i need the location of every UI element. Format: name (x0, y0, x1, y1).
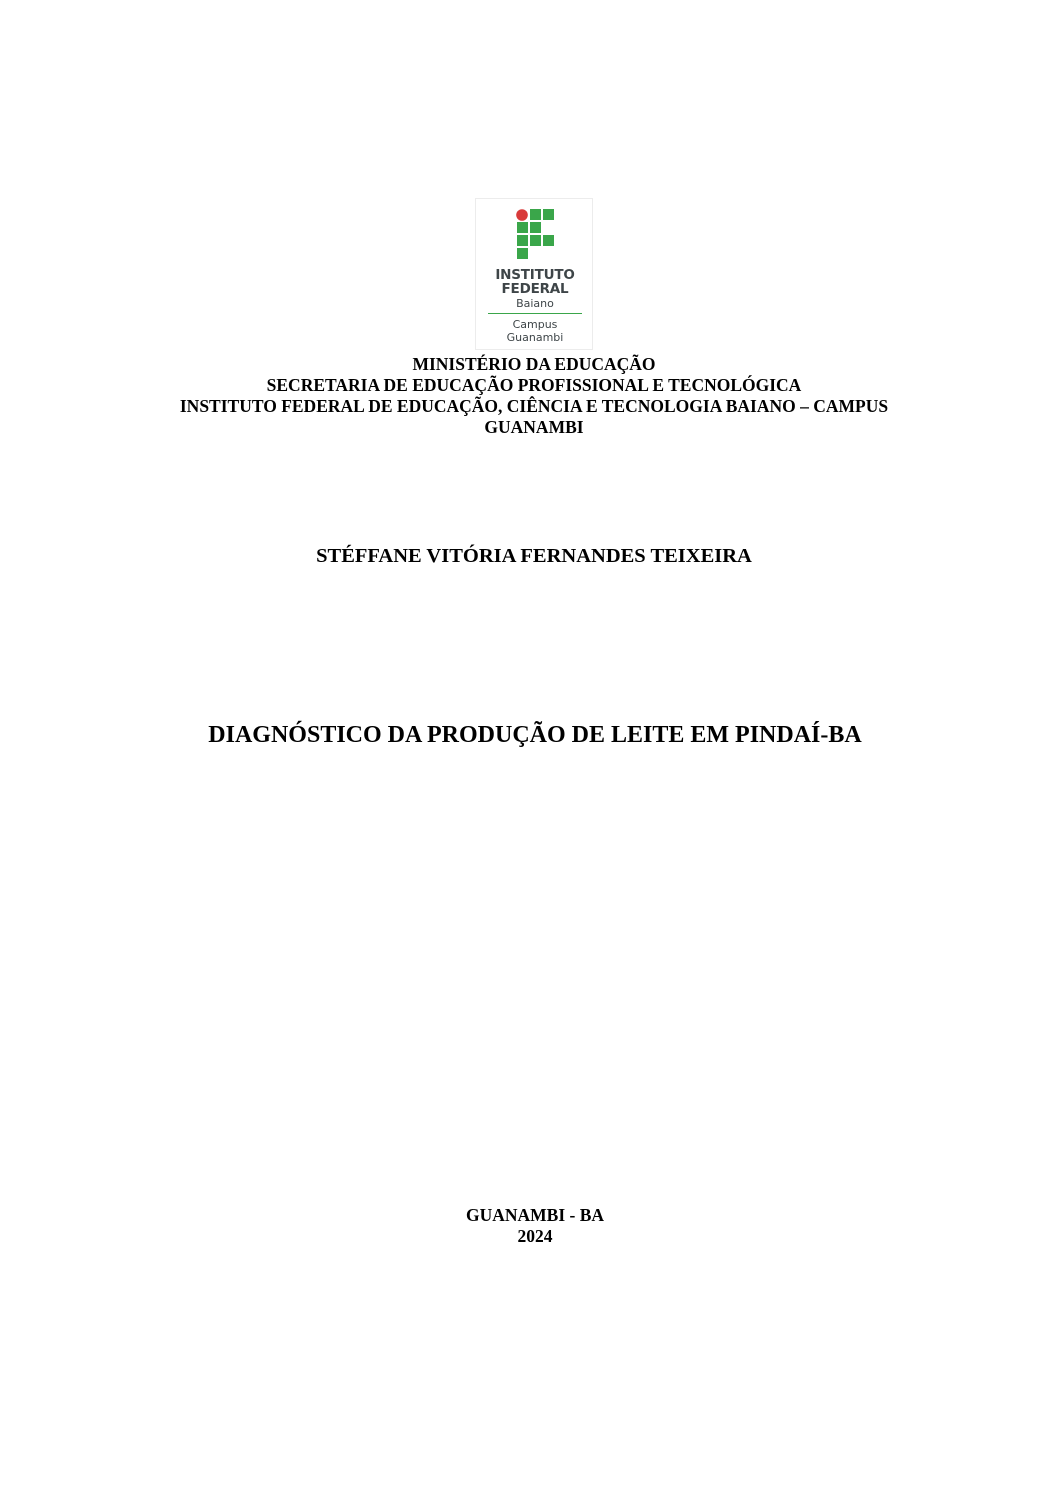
author-name: STÉFFANE VITÓRIA FERNANDES TEIXEIRA (316, 545, 752, 567)
logo-text-baiano: Baiano (516, 297, 554, 310)
logo-divider (488, 313, 582, 314)
logo-text-federal: FEDERAL (501, 281, 569, 297)
footer-place: GUANAMBI - BA (465, 1205, 605, 1225)
header-campus: GUANAMBI (484, 417, 584, 437)
logo-mark-icon (476, 199, 594, 269)
footer (350, 1205, 720, 1247)
logo-text-instituto: INSTITUTO (495, 267, 575, 283)
logo-text-guanambi: Guanambi (506, 331, 564, 344)
header-ministry: MINISTÉRIO DA EDUCAÇÃO (412, 354, 656, 374)
header-institute: INSTITUTO FEDERAL DE EDUCAÇÃO, CIÊNCIA E TECNOLOGIA BAIANO – CAMPUS (179, 396, 889, 416)
footer-year: 2024 (517, 1226, 553, 1246)
institution-header (150, 354, 918, 438)
document-title: DIAGNÓSTICO DA PRODUÇÃO DE LEITE EM PINDAÍ-BA (208, 722, 862, 748)
header-secretariat: SECRETARIA DE EDUCAÇÃO PROFISSIONAL E TECNOLÓGICA (266, 375, 802, 395)
institution-logo (475, 198, 593, 350)
logo-text-campus: Campus (512, 318, 558, 331)
